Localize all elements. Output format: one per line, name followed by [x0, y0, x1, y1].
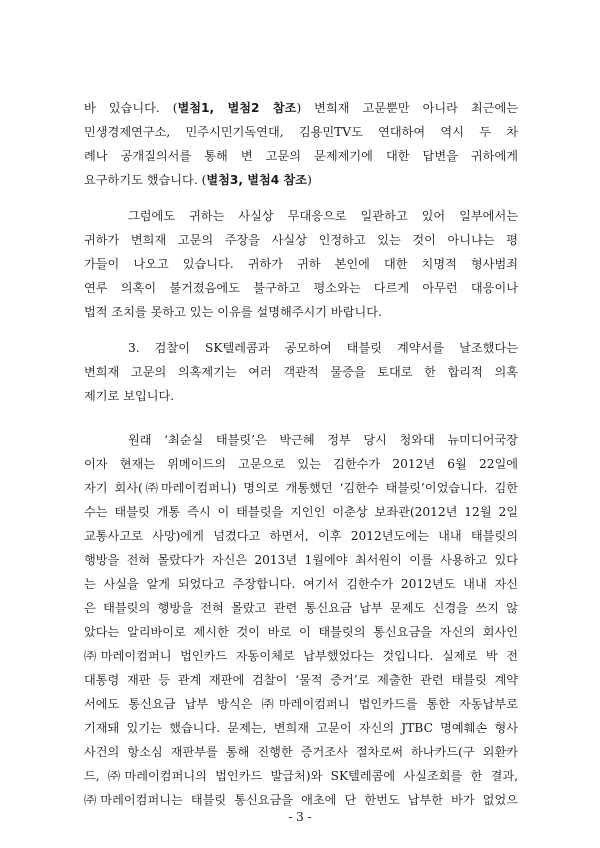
text-line	[84, 548, 518, 572]
text-run: 은 태블릿의 행방을 전혀 몰랐고 관련 통신요금 납부 문제도 신경을 쓰지 않	[84, 601, 518, 615]
text-run: 드, ㈜마레이컴퍼니의 법인카드 발급처)와 SK텔레콤에 사실조회를 한 결과,	[84, 769, 518, 783]
text-run: ㈜마레이컴퍼니는 태블릿 통신요금을 애초에 단 한번도 납부한 바가 없었으	[84, 793, 518, 807]
text-line	[84, 384, 518, 408]
text-line	[84, 252, 518, 276]
text-line	[84, 500, 518, 524]
text-line	[84, 476, 518, 500]
text-run: 귀하가 변희재 고문의 주장을 사실상 인정하고 있는 것이 아니냐는 평	[84, 233, 518, 247]
text-line	[84, 764, 518, 788]
text-run: 법적 조치를 못하고 있는 이유를 설명해주시기 바랍니다.	[84, 305, 382, 319]
text-line	[84, 360, 518, 384]
text-run: 3. 검찰이 SK텔레콤과 공모하여 태블릿 계약서를 날조했다는	[128, 341, 518, 355]
text-line	[84, 524, 518, 548]
attachment-reference: 별첨1, 별첨2 참조	[177, 101, 297, 115]
text-run: 수는 태블릿 개통 즉시 이 태블릿을 지인인 이춘상 보좌관(2012년 12월 2일	[84, 505, 518, 519]
paragraph-non-response	[84, 204, 518, 324]
text-line	[84, 228, 518, 252]
text-line	[84, 276, 518, 300]
text-run: 서에도 통신요금 납부 방식은 ㈜마레이컴퍼니 법인카드를 통한 자동납부로	[84, 697, 518, 711]
text-line	[84, 692, 518, 716]
page-number: - 3 -	[288, 810, 312, 824]
text-line	[84, 120, 518, 144]
attachment-reference: 별첨3, 별첨4 참조	[206, 173, 308, 187]
text-line	[84, 300, 518, 324]
text-run: ) 변희재 고문뿐만 아니라 최근에는	[296, 101, 518, 115]
text-run: )	[307, 173, 312, 187]
paragraph-tablet-history	[84, 428, 518, 812]
text-run: 기재돼 있기는 했습니다. 문제는, 변희재 고문이 자신의 JTBC 명예훼손 형사	[84, 721, 518, 735]
text-run: 례나 공개질의서를 통해 변 고문의 문제제기에 대한 답변을 귀하에게	[84, 149, 518, 163]
text-run: 바 있습니다. (	[84, 101, 178, 115]
text-line	[84, 96, 518, 120]
text-line	[84, 716, 518, 740]
text-line	[84, 204, 518, 228]
text-run: 민생경제연구소, 민주시민기독연대, 김용민TV도 연대하여 역시 두 차	[84, 125, 518, 139]
text-line	[84, 788, 518, 812]
text-run: 요구하기도 했습니다. (	[84, 173, 207, 187]
text-line	[84, 668, 518, 692]
text-run: 사건의 항소심 재판부를 통해 진행한 증거조사 절차로써 하나카드(구 외환카	[84, 745, 518, 759]
paragraph-point-3	[84, 336, 518, 408]
text-line	[84, 620, 518, 644]
text-line	[84, 596, 518, 620]
text-run: 변희재 고문의 의혹제기는 여러 객관적 물증을 토대로 한 합리적 의혹	[84, 365, 518, 379]
text-run: 제기로 보입니다.	[84, 389, 175, 403]
text-line	[84, 144, 518, 168]
text-run: 원래 ‘최순실 태블릿’은 박근혜 정부 당시 청와대 뉴미디어국장	[128, 433, 518, 447]
text-line	[84, 452, 518, 476]
text-line	[84, 168, 518, 192]
text-run: 교통사고로 사망)에게 넘겼다고 하면서, 이후 2012년도에는 내내 태블릿의	[84, 529, 518, 543]
text-run: 그럼에도 귀하는 사실상 무대응으로 일관하고 있어 일부에서는	[128, 209, 518, 223]
text-line	[84, 644, 518, 668]
text-run: 행방을 전혀 몰랐다가 자신은 2013년 1월에야 최서원이 이를 사용하고 있다	[84, 553, 518, 567]
text-run: 았다는 알리바이로 제시한 것이 바로 이 태블릿의 통신요금을 자신의 회사인	[84, 625, 518, 639]
text-run: 연루 의혹이 불거졌음에도 불구하고 평소와는 다르게 아무런 대응이나	[84, 281, 518, 295]
text-line	[84, 428, 518, 452]
text-line	[84, 572, 518, 596]
text-run: 는 사실을 알게 되었다고 주장합니다. 여기서 김한수가 2012년도 내내 자신	[84, 577, 518, 591]
text-run: 자기 회사(㈜마레이컴퍼니) 명의로 개통했던 ‘김한수 태블릿’이었습니다. 김한	[84, 481, 518, 495]
text-run: 이자 현재는 위메이드의 고문으로 있는 김한수가 2012년 6월 22일에	[84, 457, 518, 471]
text-run: 대통령 재판 등 관계 재판에 검찰이 ‘물적 증거’로 제출한 관련 태블릿 계약	[84, 673, 518, 687]
text-line	[84, 336, 518, 360]
text-run: ㈜마레이컴퍼니 법인카드 자동이체로 납부했었다는 것입니다. 실제로 박 전	[84, 649, 518, 663]
paragraph-previous-inquiries	[84, 96, 518, 192]
text-run: 가들이 나오고 있습니다. 귀하가 귀하 본인에 대한 치명적 형사범죄	[84, 257, 518, 271]
text-line	[84, 740, 518, 764]
